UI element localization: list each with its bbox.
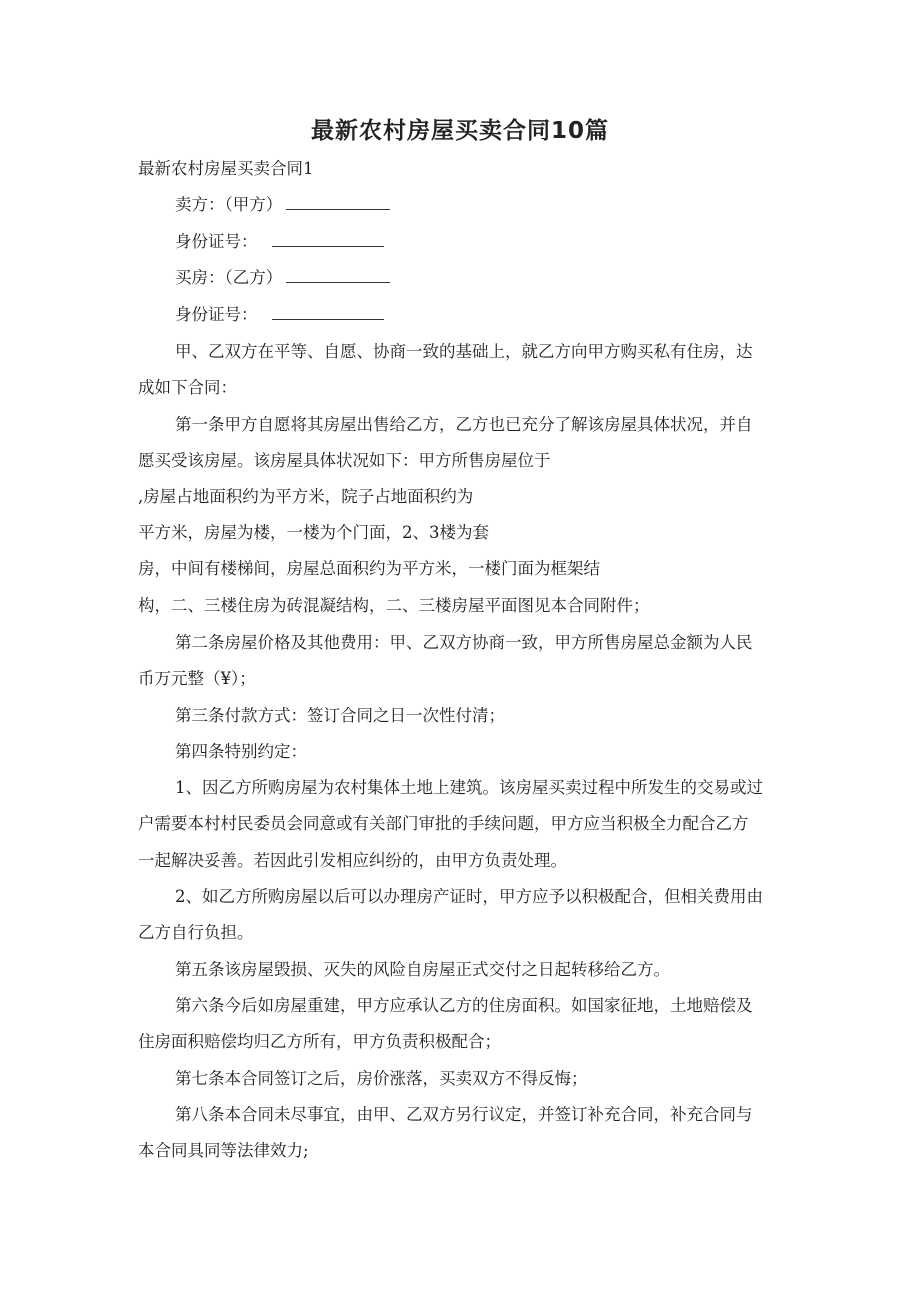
paragraph-line: 第八条本合同未尽事宜，由甲、乙双方另行议定，并签订补充合同，补充合同与 xyxy=(175,1105,753,1124)
buyer-label: 买房：（乙方） xyxy=(175,268,283,287)
paragraph-line: 第六条今后如房屋重建，甲方应承认乙方的住房面积。如国家征地，土地赔偿及 xyxy=(175,996,753,1015)
paragraph-line: 乙方自行负担。 xyxy=(138,923,254,942)
paragraph-line: 第四条特别约定： xyxy=(175,742,307,761)
buyer-id-label: 身份证号： xyxy=(175,305,258,324)
document-title: 最新农村房屋买卖合同10篇 xyxy=(310,118,609,144)
seller-label: 卖方：（甲方） xyxy=(175,195,283,214)
paragraph-line: 房，中间有楼梯间，房屋总面积约为平方米，一楼门面为框架结 xyxy=(138,559,600,578)
paragraph-line: 第三条付款方式：签订合同之日一次性付清； xyxy=(175,706,505,725)
paragraph-line: 户需要本村村民委员会同意或有关部门审批的手续问题，甲方应当积极全力配合乙方 xyxy=(138,814,749,833)
paragraph-line: 构，二、三楼住房为砖混凝结构，二、三楼房屋平面图见本合同附件； xyxy=(138,596,650,615)
seller-blank xyxy=(286,195,390,210)
paragraph-line: 一起解决妥善。若因此引发相应纠纷的，由甲方负责处理。 xyxy=(138,851,567,870)
paragraph-line: 住房面积赔偿均归乙方所有，甲方负责积极配合； xyxy=(138,1032,501,1051)
contract-subtitle: 最新农村房屋买卖合同1 xyxy=(138,159,314,178)
paragraph-line: 成如下合同： xyxy=(138,378,237,397)
paragraph-line: 愿买受该房屋。该房屋具体状况如下：甲方所售房屋位于 xyxy=(138,451,551,470)
buyer-id-line xyxy=(175,304,384,326)
seller-id-blank xyxy=(272,232,384,247)
paragraph-line: 本合同具同等法律效力; xyxy=(138,1141,309,1160)
seller-id-line xyxy=(175,231,384,253)
buyer-blank xyxy=(286,268,390,283)
paragraph-line: 甲、乙双方在平等、自愿、协商一致的基础上，就乙方向甲方购买私有住房，达 xyxy=(175,342,753,361)
buyer-line xyxy=(175,267,390,289)
paragraph-line: ,房屋占地面积约为平方米，院子占地面积约为 xyxy=(138,487,474,506)
paragraph-line: 平方米，房屋为楼，一楼为个门面，2、3楼为套 xyxy=(138,523,489,542)
paragraph-line: 第五条该房屋毁损、灭失的风险自房屋正式交付之日起转移给乙方。 xyxy=(175,960,670,979)
paragraph-line: 第二条房屋价格及其他费用：甲、乙双方协商一致，甲方所售房屋总金额为人民 xyxy=(175,633,753,652)
paragraph-line: 1、因乙方所购房屋为农村集体土地上建筑。该房屋买卖过程中所发生的交易或过 xyxy=(175,778,763,797)
seller-id-label: 身份证号： xyxy=(175,232,258,251)
paragraph-line: 2、如乙方所购房屋以后可以办理房产证时，甲方应予以积极配合，但相关费用由 xyxy=(175,887,763,906)
paragraph-line: 第一条甲方自愿将其房屋出售给乙方，乙方也已充分了解该房屋具体状况，并自 xyxy=(175,415,753,434)
paragraph-line: 第七条本合同签订之后，房价涨落，买卖双方不得反悔； xyxy=(175,1069,588,1088)
buyer-id-blank xyxy=(272,305,384,320)
seller-line xyxy=(175,194,390,216)
paragraph-line: 币万元整（¥）； xyxy=(138,669,256,688)
